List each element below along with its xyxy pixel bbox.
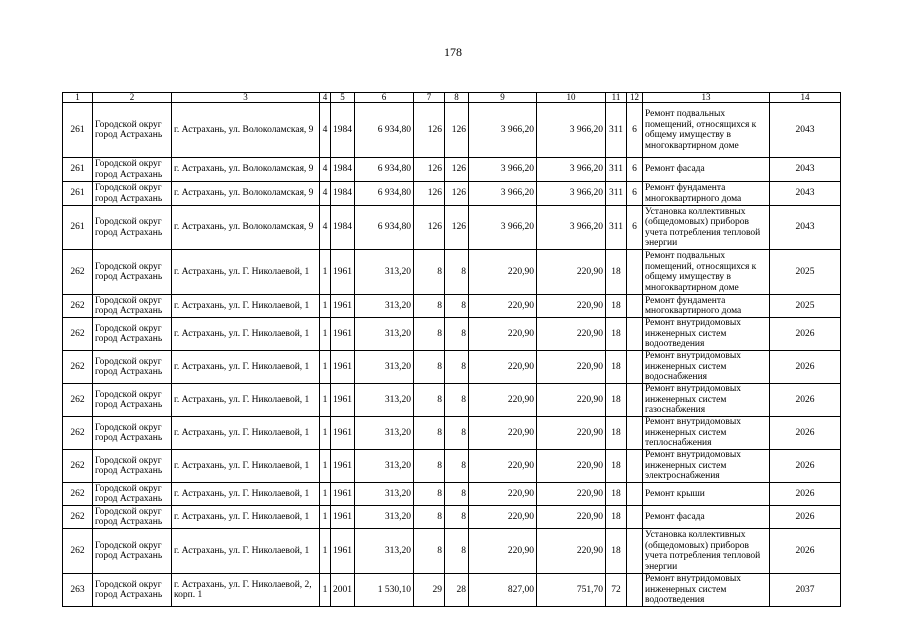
col7-cell: 8 [414, 417, 445, 450]
col10-cell: 220,90 [537, 506, 606, 529]
column-number-header: 1 [63, 93, 93, 103]
col8-cell: 126 [445, 103, 469, 158]
municipality-cell: Городской округ город Астрахань [93, 351, 172, 384]
row-number-cell: 262 [63, 417, 93, 450]
work-type-cell: Ремонт внутридомовых инженерных систем теплоснабжения [643, 417, 770, 450]
col9-cell: 220,90 [469, 483, 537, 506]
year-cell: 1961 [331, 417, 355, 450]
col12-cell: 6 [627, 103, 643, 158]
col7-cell: 8 [414, 351, 445, 384]
row-number-cell: 261 [63, 182, 93, 206]
floors-cell: 1 [320, 250, 331, 295]
col11-cell: 18 [606, 318, 627, 351]
address-cell: г. Астрахань, ул. Волоколамская, 9 [172, 158, 320, 182]
col12-cell [627, 384, 643, 417]
column-number-header: 10 [537, 93, 606, 103]
total-area-cell: 6 934,80 [355, 158, 414, 182]
floors-cell: 1 [320, 483, 331, 506]
col12-cell [627, 574, 643, 607]
table-row [63, 384, 841, 417]
table-row [63, 295, 841, 318]
col10-cell: 220,90 [537, 295, 606, 318]
col8-cell: 126 [445, 206, 469, 250]
col12-cell [627, 295, 643, 318]
row-number-cell: 262 [63, 450, 93, 483]
total-area-cell: 313,20 [355, 295, 414, 318]
col12-cell: 6 [627, 182, 643, 206]
col11-cell: 18 [606, 417, 627, 450]
municipality-cell: Городской округ город Астрахань [93, 506, 172, 529]
year-cell: 1961 [331, 529, 355, 574]
col11-cell: 72 [606, 574, 627, 607]
col11-cell: 311 [606, 182, 627, 206]
col12-cell [627, 318, 643, 351]
total-area-cell: 6 934,80 [355, 103, 414, 158]
work-type-cell: Ремонт подвальных помещений, относящихся к общему имуществу в многоквартирном доме [643, 103, 770, 158]
municipality-cell: Городской округ город Астрахань [93, 483, 172, 506]
column-number-header: 2 [93, 93, 172, 103]
total-area-cell: 313,20 [355, 529, 414, 574]
planned-year-cell: 2026 [770, 483, 841, 506]
year-cell: 1984 [331, 103, 355, 158]
planned-year-cell: 2026 [770, 450, 841, 483]
col8-cell: 8 [445, 384, 469, 417]
floors-cell: 1 [320, 450, 331, 483]
column-number-header: 5 [331, 93, 355, 103]
year-cell: 1961 [331, 250, 355, 295]
col7-cell: 8 [414, 529, 445, 574]
col12-cell [627, 506, 643, 529]
address-cell: г. Астрахань, ул. Г. Николаевой, 1 [172, 483, 320, 506]
address-cell: г. Астрахань, ул. Волоколамская, 9 [172, 182, 320, 206]
municipality-cell: Городской округ город Астрахань [93, 417, 172, 450]
total-area-cell: 313,20 [355, 450, 414, 483]
col8-cell: 8 [445, 250, 469, 295]
municipality-cell: Городской округ город Астрахань [93, 318, 172, 351]
col7-cell: 8 [414, 295, 445, 318]
row-number-cell: 262 [63, 529, 93, 574]
col9-cell: 220,90 [469, 417, 537, 450]
floors-cell: 4 [320, 182, 331, 206]
table-row [63, 158, 841, 182]
table-row [63, 483, 841, 506]
municipality-cell: Городской округ город Астрахань [93, 295, 172, 318]
work-type-cell: Ремонт фасада [643, 506, 770, 529]
year-cell: 1984 [331, 158, 355, 182]
col9-cell: 3 966,20 [469, 158, 537, 182]
col10-cell: 751,70 [537, 574, 606, 607]
col12-cell [627, 450, 643, 483]
table-row [63, 574, 841, 607]
col9-cell: 220,90 [469, 506, 537, 529]
table-row [63, 529, 841, 574]
address-cell: г. Астрахань, ул. Волоколамская, 9 [172, 206, 320, 250]
planned-year-cell: 2043 [770, 103, 841, 158]
col12-cell [627, 250, 643, 295]
col11-cell: 18 [606, 450, 627, 483]
column-number-header: 3 [172, 93, 320, 103]
address-cell: г. Астрахань, ул. Г. Николаевой, 1 [172, 351, 320, 384]
table-row [63, 103, 841, 158]
work-type-cell: Ремонт крыши [643, 483, 770, 506]
col9-cell: 220,90 [469, 351, 537, 384]
address-cell: г. Астрахань, ул. Г. Николаевой, 1 [172, 450, 320, 483]
col10-cell: 220,90 [537, 483, 606, 506]
col10-cell: 220,90 [537, 384, 606, 417]
municipality-cell: Городской округ город Астрахань [93, 250, 172, 295]
work-type-cell: Ремонт внутридомовых инженерных систем газоснабжения [643, 384, 770, 417]
col11-cell: 18 [606, 529, 627, 574]
col7-cell: 8 [414, 450, 445, 483]
col7-cell: 126 [414, 103, 445, 158]
floors-cell: 4 [320, 206, 331, 250]
total-area-cell: 6 934,80 [355, 206, 414, 250]
table-header-row [63, 93, 841, 103]
col11-cell: 18 [606, 250, 627, 295]
col10-cell: 3 966,20 [537, 182, 606, 206]
column-number-header: 13 [643, 93, 770, 103]
total-area-cell: 313,20 [355, 250, 414, 295]
floors-cell: 1 [320, 574, 331, 607]
col7-cell: 126 [414, 182, 445, 206]
total-area-cell: 313,20 [355, 384, 414, 417]
col8-cell: 8 [445, 351, 469, 384]
planned-year-cell: 2026 [770, 384, 841, 417]
col12-cell: 6 [627, 158, 643, 182]
planned-year-cell: 2025 [770, 250, 841, 295]
table-row [63, 182, 841, 206]
col9-cell: 220,90 [469, 450, 537, 483]
row-number-cell: 261 [63, 103, 93, 158]
floors-cell: 1 [320, 384, 331, 417]
year-cell: 1961 [331, 384, 355, 417]
work-type-cell: Ремонт подвальных помещений, относящихся к общему имуществу в многоквартирном доме [643, 250, 770, 295]
col9-cell: 220,90 [469, 295, 537, 318]
col10-cell: 220,90 [537, 351, 606, 384]
row-number-cell: 262 [63, 483, 93, 506]
col12-cell [627, 417, 643, 450]
address-cell: г. Астрахань, ул. Г. Николаевой, 1 [172, 250, 320, 295]
municipality-cell: Городской округ город Астрахань [93, 450, 172, 483]
column-number-header: 7 [414, 93, 445, 103]
planned-year-cell: 2037 [770, 574, 841, 607]
col9-cell: 220,90 [469, 529, 537, 574]
row-number-cell: 262 [63, 506, 93, 529]
table-row [63, 250, 841, 295]
floors-cell: 4 [320, 158, 331, 182]
year-cell: 1961 [331, 450, 355, 483]
planned-year-cell: 2026 [770, 417, 841, 450]
municipality-cell: Городской округ город Астрахань [93, 103, 172, 158]
planned-year-cell: 2026 [770, 318, 841, 351]
total-area-cell: 313,20 [355, 417, 414, 450]
year-cell: 2001 [331, 574, 355, 607]
col11-cell: 311 [606, 158, 627, 182]
col12-cell [627, 529, 643, 574]
planned-year-cell: 2043 [770, 158, 841, 182]
col11-cell: 311 [606, 103, 627, 158]
year-cell: 1961 [331, 318, 355, 351]
floors-cell: 1 [320, 529, 331, 574]
col8-cell: 8 [445, 295, 469, 318]
row-number-cell: 262 [63, 351, 93, 384]
municipality-cell: Городской округ город Астрахань [93, 206, 172, 250]
col8-cell: 8 [445, 483, 469, 506]
col9-cell: 3 966,20 [469, 206, 537, 250]
year-cell: 1961 [331, 483, 355, 506]
address-cell: г. Астрахань, ул. Г. Николаевой, 1 [172, 318, 320, 351]
col11-cell: 18 [606, 483, 627, 506]
floors-cell: 1 [320, 351, 331, 384]
address-cell: г. Астрахань, ул. Г. Николаевой, 1 [172, 417, 320, 450]
row-number-cell: 262 [63, 384, 93, 417]
address-cell: г. Астрахань, ул. Г. Николаевой, 1 [172, 506, 320, 529]
col7-cell: 8 [414, 506, 445, 529]
address-cell: г. Астрахань, ул. Г. Николаевой, 1 [172, 529, 320, 574]
col7-cell: 126 [414, 158, 445, 182]
municipality-cell: Городской округ город Астрахань [93, 182, 172, 206]
col8-cell: 8 [445, 529, 469, 574]
row-number-cell: 263 [63, 574, 93, 607]
work-type-cell: Ремонт внутридомовых инженерных систем водоотведения [643, 318, 770, 351]
col8-cell: 8 [445, 506, 469, 529]
total-area-cell: 313,20 [355, 483, 414, 506]
floors-cell: 1 [320, 506, 331, 529]
col7-cell: 29 [414, 574, 445, 607]
col8-cell: 8 [445, 318, 469, 351]
col8-cell: 126 [445, 158, 469, 182]
row-number-cell: 262 [63, 250, 93, 295]
municipality-cell: Городской округ город Астрахань [93, 158, 172, 182]
col11-cell: 18 [606, 351, 627, 384]
total-area-cell: 6 934,80 [355, 182, 414, 206]
planned-year-cell: 2043 [770, 182, 841, 206]
col9-cell: 220,90 [469, 384, 537, 417]
year-cell: 1984 [331, 182, 355, 206]
column-number-header: 11 [606, 93, 627, 103]
municipality-cell: Городской округ город Астрахань [93, 384, 172, 417]
work-type-cell: Ремонт фундамента многоквартирного дома [643, 295, 770, 318]
col7-cell: 8 [414, 250, 445, 295]
col9-cell: 827,00 [469, 574, 537, 607]
total-area-cell: 313,20 [355, 506, 414, 529]
year-cell: 1961 [331, 506, 355, 529]
year-cell: 1961 [331, 295, 355, 318]
table-row [63, 318, 841, 351]
total-area-cell: 313,20 [355, 351, 414, 384]
municipality-cell: Городской округ город Астрахань [93, 574, 172, 607]
row-number-cell: 262 [63, 295, 93, 318]
floors-cell: 4 [320, 103, 331, 158]
col7-cell: 8 [414, 483, 445, 506]
column-number-header: 4 [320, 93, 331, 103]
page-number: 178 [444, 45, 462, 59]
col8-cell: 126 [445, 182, 469, 206]
address-cell: г. Астрахань, ул. Волоколамская, 9 [172, 103, 320, 158]
col12-cell [627, 351, 643, 384]
row-number-cell: 262 [63, 318, 93, 351]
table-row [63, 351, 841, 384]
planned-year-cell: 2025 [770, 295, 841, 318]
column-number-header: 14 [770, 93, 841, 103]
col10-cell: 220,90 [537, 417, 606, 450]
table-row [63, 450, 841, 483]
col9-cell: 3 966,20 [469, 103, 537, 158]
col9-cell: 220,90 [469, 318, 537, 351]
floors-cell: 1 [320, 295, 331, 318]
year-cell: 1961 [331, 351, 355, 384]
planned-year-cell: 2026 [770, 529, 841, 574]
col8-cell: 8 [445, 417, 469, 450]
col7-cell: 8 [414, 318, 445, 351]
municipality-cell: Городской округ город Астрахань [93, 529, 172, 574]
planned-year-cell: 2026 [770, 506, 841, 529]
col11-cell: 18 [606, 506, 627, 529]
work-type-cell: Ремонт фундамента многоквартирного дома [643, 182, 770, 206]
work-type-cell: Установка коллективных (общедомовых) приборов учета потребления тепловой энергии [643, 529, 770, 574]
col10-cell: 220,90 [537, 318, 606, 351]
work-type-cell: Ремонт внутридомовых инженерных систем водоснабжения [643, 351, 770, 384]
col7-cell: 8 [414, 384, 445, 417]
col8-cell: 28 [445, 574, 469, 607]
table-row [63, 506, 841, 529]
col11-cell: 18 [606, 384, 627, 417]
col12-cell: 6 [627, 206, 643, 250]
planned-year-cell: 2026 [770, 351, 841, 384]
col10-cell: 220,90 [537, 250, 606, 295]
row-number-cell: 261 [63, 158, 93, 182]
col10-cell: 3 966,20 [537, 158, 606, 182]
year-cell: 1984 [331, 206, 355, 250]
work-type-cell: Ремонт фасада [643, 158, 770, 182]
work-type-cell: Ремонт внутридомовых инженерных систем водоотведения [643, 574, 770, 607]
address-cell: г. Астрахань, ул. Г. Николаевой, 1 [172, 384, 320, 417]
floors-cell: 1 [320, 318, 331, 351]
repair-schedule-table [62, 92, 841, 607]
table-row [63, 206, 841, 250]
col8-cell: 8 [445, 450, 469, 483]
work-type-cell: Ремонт внутридомовых инженерных систем электроснабжения [643, 450, 770, 483]
col12-cell [627, 483, 643, 506]
address-cell: г. Астрахань, ул. Г. Николаевой, 1 [172, 295, 320, 318]
row-number-cell: 261 [63, 206, 93, 250]
col10-cell: 220,90 [537, 529, 606, 574]
col9-cell: 3 966,20 [469, 182, 537, 206]
col10-cell: 220,90 [537, 450, 606, 483]
column-number-header: 12 [627, 93, 643, 103]
address-cell: г. Астрахань, ул. Г. Николаевой, 2, корп. 1 [172, 574, 320, 607]
planned-year-cell: 2043 [770, 206, 841, 250]
col11-cell: 311 [606, 206, 627, 250]
col11-cell: 18 [606, 295, 627, 318]
total-area-cell: 313,20 [355, 318, 414, 351]
col10-cell: 3 966,20 [537, 206, 606, 250]
table-row [63, 417, 841, 450]
work-type-cell: Установка коллективных (общедомовых) приборов учета потребления тепловой энергии [643, 206, 770, 250]
col10-cell: 3 966,20 [537, 103, 606, 158]
col9-cell: 220,90 [469, 250, 537, 295]
column-number-header: 9 [469, 93, 537, 103]
floors-cell: 1 [320, 417, 331, 450]
column-number-header: 6 [355, 93, 414, 103]
total-area-cell: 1 530,10 [355, 574, 414, 607]
column-number-header: 8 [445, 93, 469, 103]
col7-cell: 126 [414, 206, 445, 250]
